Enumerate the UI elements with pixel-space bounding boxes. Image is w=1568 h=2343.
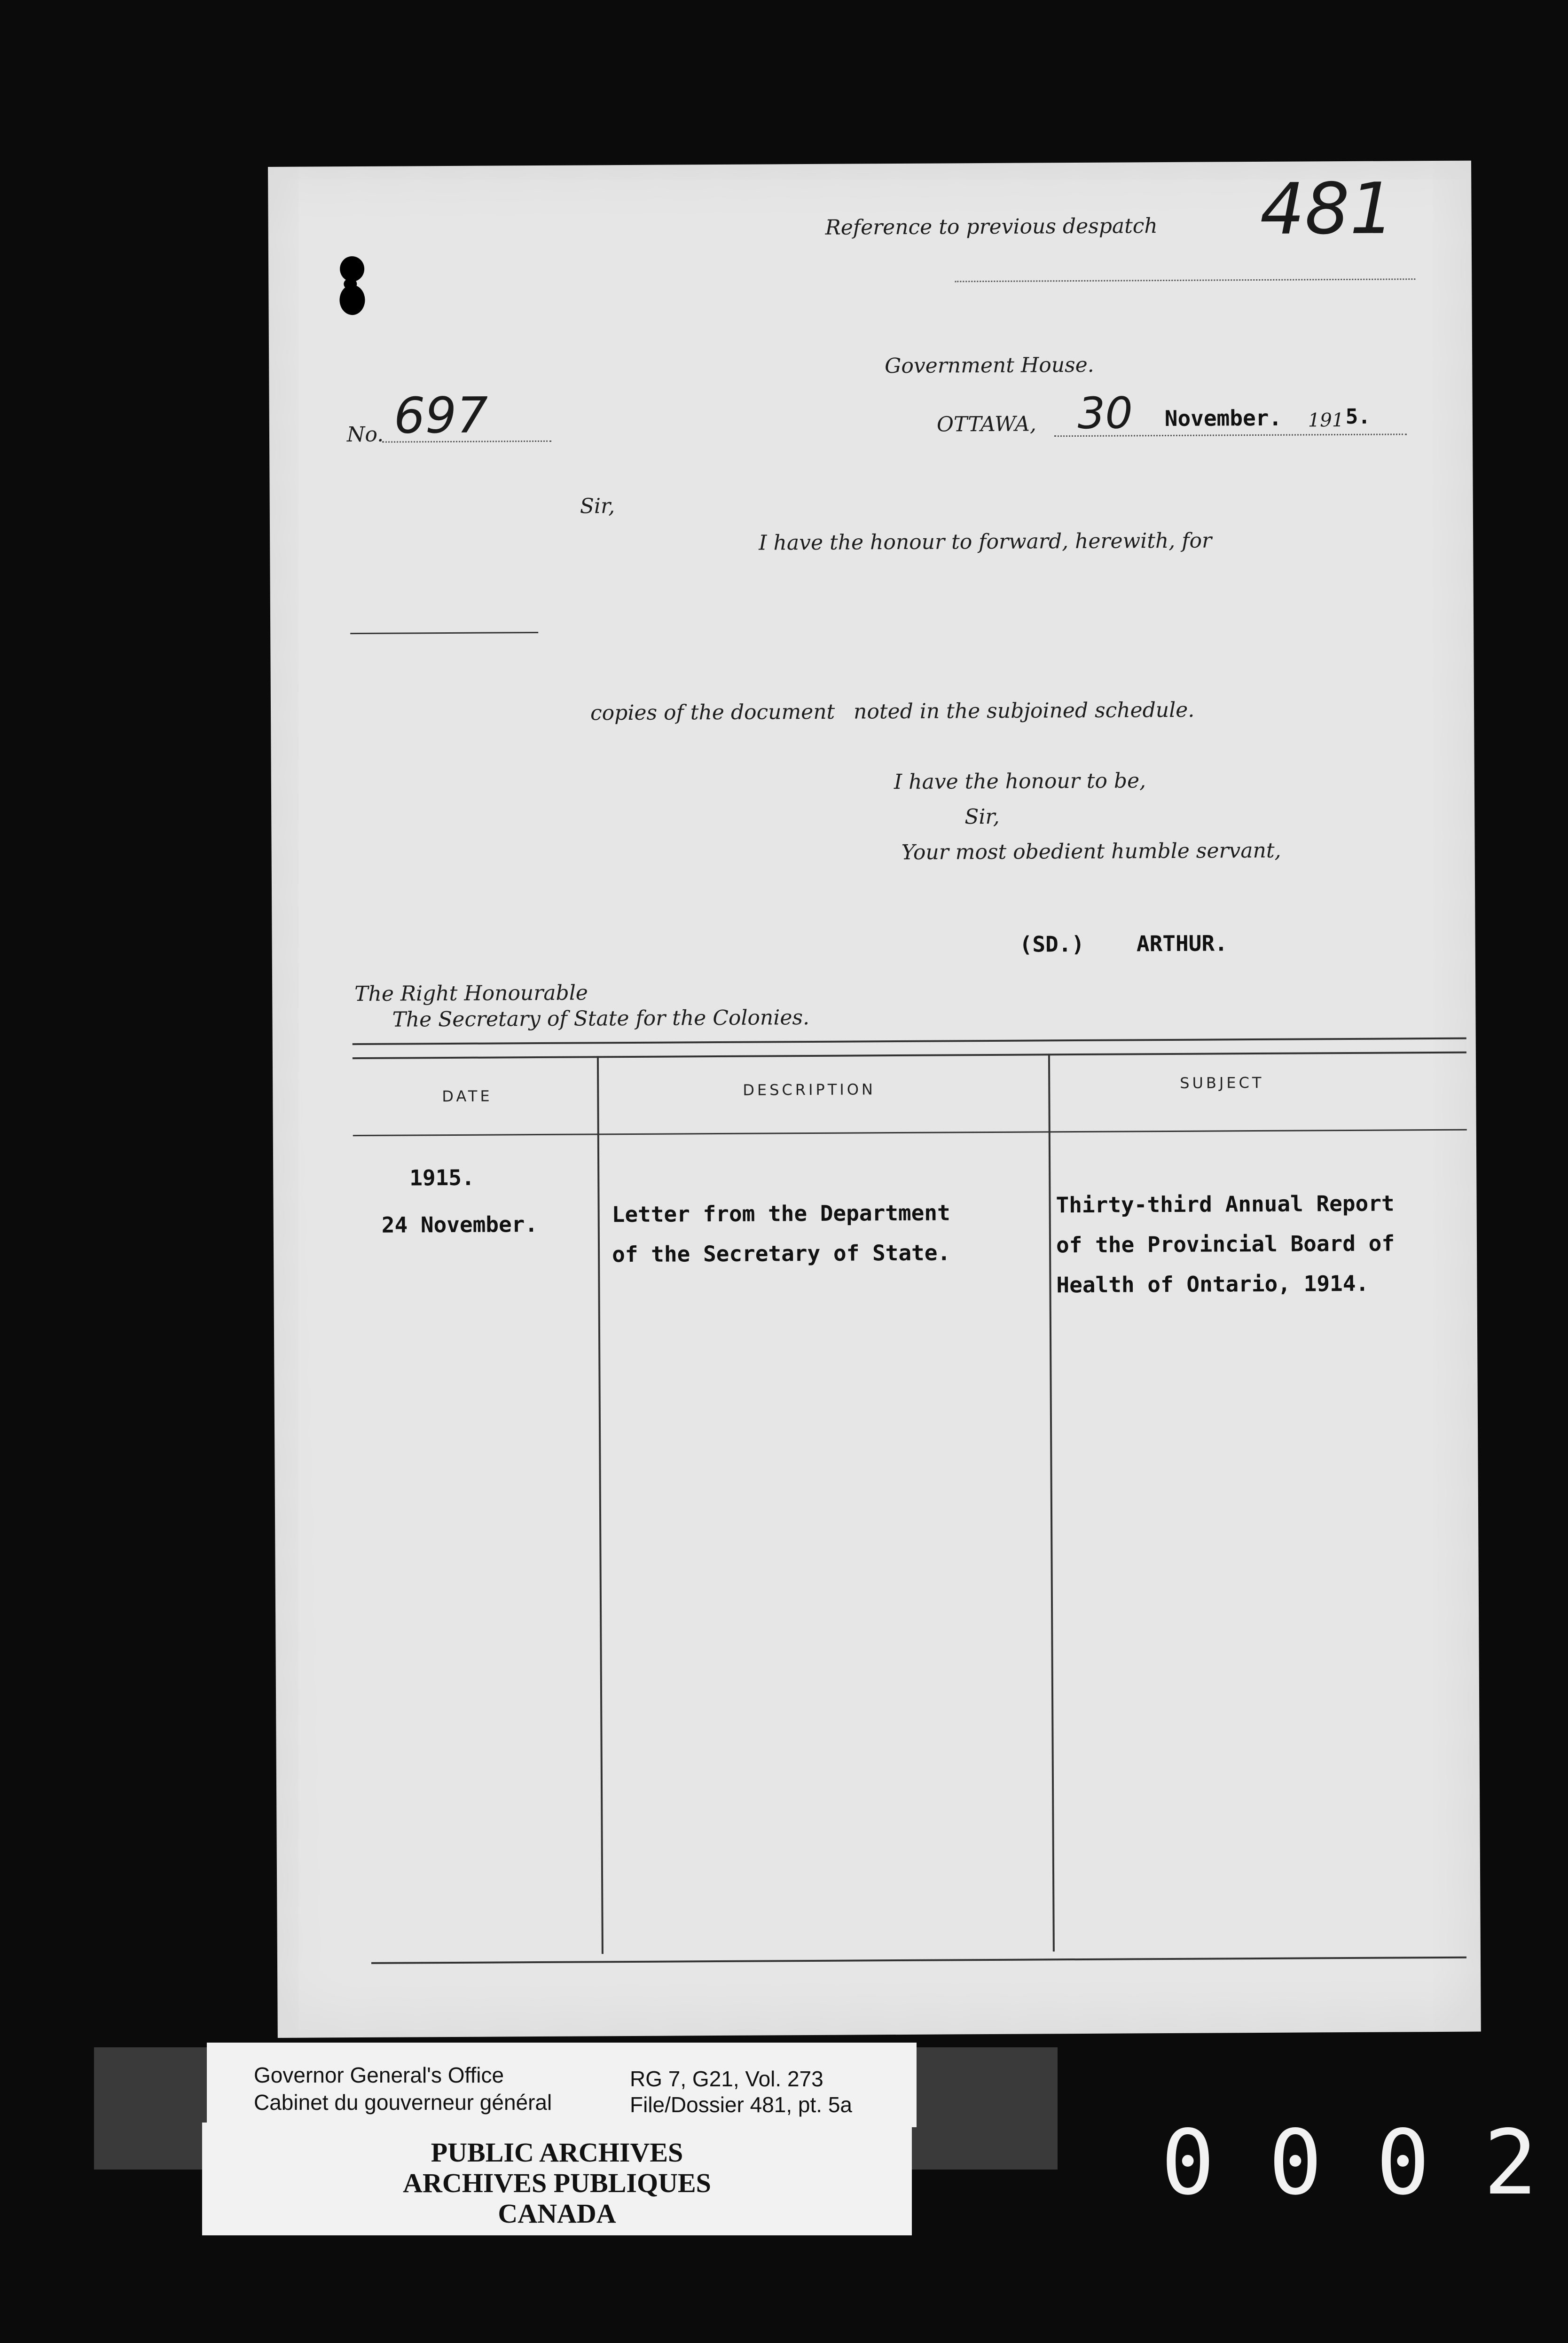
header-subject: SUBJECT xyxy=(1180,1073,1264,1092)
body-line-2a: copies of the document xyxy=(590,700,835,725)
despatch-document xyxy=(268,161,1481,2038)
frame-number: 0 0 0 2 xyxy=(1161,2111,1537,2215)
schedule-top-rule-1 xyxy=(353,1038,1466,1045)
stamp-line-2: ARCHIVES PUBLIQUES xyxy=(403,2168,711,2198)
addressee-line-1: The Right Honourable xyxy=(354,981,588,1006)
closing-line-1: I have the honour to be, xyxy=(894,769,1146,794)
file-dossier: File/Dossier 481, pt. 5a xyxy=(630,2092,853,2117)
year-suffix: 5. xyxy=(1345,404,1371,429)
salutation: Sir, xyxy=(580,494,615,519)
place-label: OTTAWA, xyxy=(936,412,1036,437)
schedule-bottom-rule xyxy=(371,1957,1466,1964)
schedule-year: 1915. xyxy=(409,1164,475,1191)
number-value: 697 xyxy=(393,386,488,445)
archive-reference-label xyxy=(207,2043,917,2127)
year-prefix: 191 xyxy=(1308,409,1344,432)
schedule-column-divider-1 xyxy=(597,1056,604,1954)
closing-line-2: Sir, xyxy=(964,804,1000,829)
punch-hole-mark xyxy=(339,256,366,317)
schedule-column-divider-2 xyxy=(1048,1054,1055,1951)
count-rule xyxy=(350,632,538,634)
closing-line-3: Your most obedient humble servant, xyxy=(901,838,1281,865)
schedule-top-rule-2 xyxy=(353,1052,1466,1059)
stamp-line-1: PUBLIC ARCHIVES xyxy=(431,2137,683,2168)
subject-line-2: of the Provincial Board of xyxy=(1056,1230,1395,1258)
record-group: RG 7, G21, Vol. 273 xyxy=(630,2067,823,2091)
file-number: 481 xyxy=(1260,168,1395,251)
date-day: 30 xyxy=(1077,388,1133,439)
header-description: DESCRIPTION xyxy=(743,1080,876,1099)
description-line-2: of the Secretary of State. xyxy=(612,1240,951,1267)
description-line-1: Letter from the Department xyxy=(612,1200,950,1227)
body-line-1: I have the honour to forward, herewith, for xyxy=(759,528,1212,555)
reference-line xyxy=(955,278,1415,282)
office-english: Governor General's Office xyxy=(254,2063,504,2087)
addressee-line-2: The Secretary of State for the Colonies. xyxy=(392,1005,810,1032)
archives-stamp xyxy=(202,2123,912,2235)
office-french: Cabinet du gouverneur général xyxy=(254,2090,552,2115)
header-date: DATE xyxy=(442,1087,493,1106)
subject-line-3: Health of Ontario, 1914. xyxy=(1056,1270,1369,1298)
body-line-2b: noted in the subjoined schedule. xyxy=(853,698,1195,724)
number-label: No. xyxy=(346,422,384,447)
ink-blot-icon xyxy=(339,256,366,317)
reference-label: Reference to previous despatch xyxy=(825,214,1158,240)
house-line: Government House. xyxy=(885,353,1094,378)
date-month: November. xyxy=(1164,405,1282,432)
stamp-line-3: CANADA xyxy=(498,2198,616,2229)
schedule-header-rule xyxy=(353,1129,1467,1136)
signature: (SD.) ARTHUR. xyxy=(1019,930,1228,957)
subject-line-1: Thirty-third Annual Report xyxy=(1056,1190,1395,1218)
schedule-date: 24 November. xyxy=(381,1211,538,1238)
